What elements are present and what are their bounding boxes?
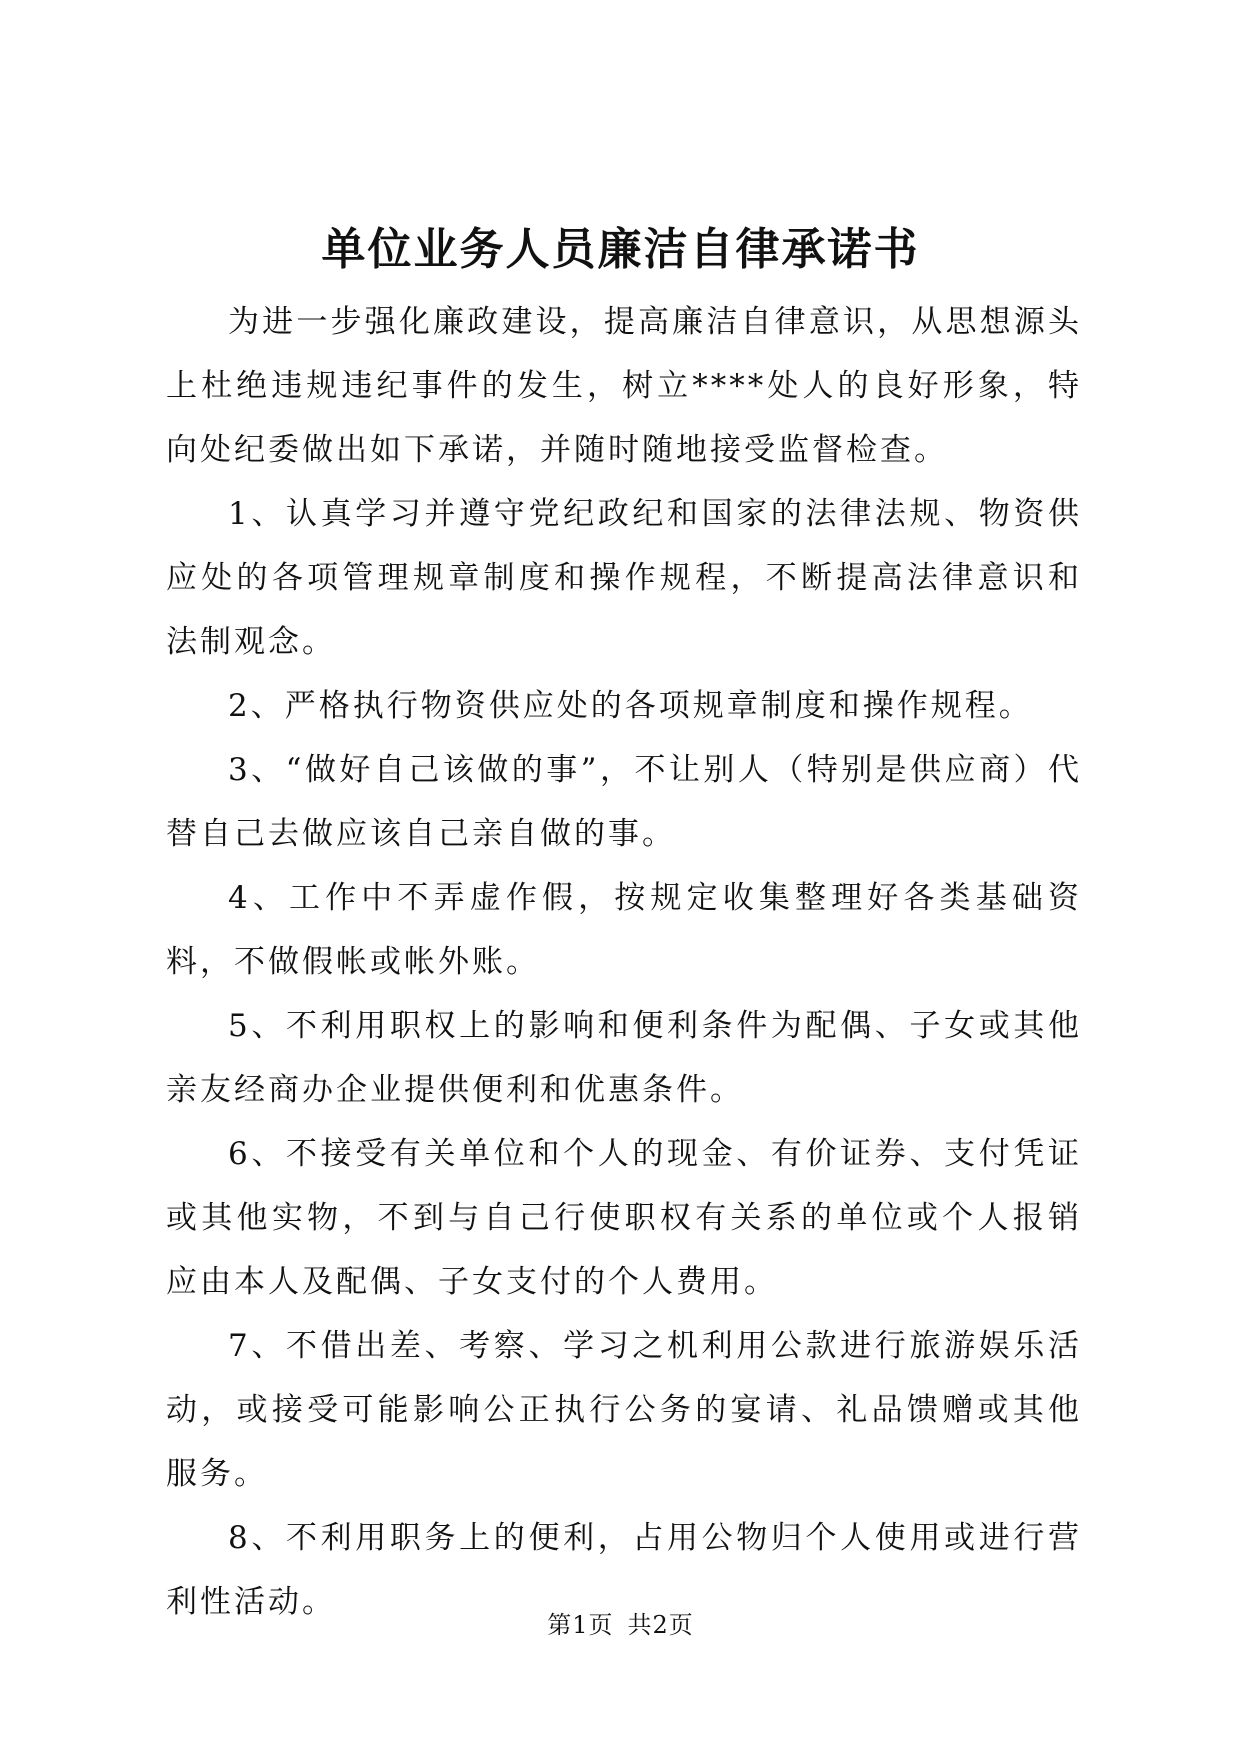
commitment-item-2: 2、严格执行物资供应处的各项规章制度和操作规程。 xyxy=(228,688,1033,724)
commitment-item-4: 4、工作中不弄虚作假，按规定收集整理好各类基础资料，不做假帐或帐外账。 xyxy=(166,880,1082,980)
intro-paragraph: 为进一步强化廉政建设，提高廉洁自律意识，从思想源头上杜绝违规违纪事件的发生，树立****处人的良好形象，特向处纪委做出如下承诺，并随时随地接受监督检查。 xyxy=(166,304,1082,468)
commitment-item-7: 7、不借出差、考察、学习之机利用公款进行旅游娱乐活动，或接受可能影响公正执行公务的宴请、礼品馈赠或其他服务。 xyxy=(166,1328,1082,1492)
commitment-item-1: 1、认真学习并遵守党纪政纪和国家的法律法规、物资供应处的各项管理规章制度和操作规程，不断提高法律意识和法制观念。 xyxy=(166,496,1082,660)
page-footer xyxy=(0,1610,1241,1640)
document-title: 单位业务人员廉洁自律承诺书 xyxy=(321,224,920,275)
commitment-item-5: 5、不利用职权上的影响和便利条件为配偶、子女或其他亲友经商办企业提供便利和优惠条件。 xyxy=(166,1008,1082,1108)
commitment-item-3: 3、“做好自己该做的事”，不让别人（特别是供应商）代替自己去做应该自己亲自做的事。 xyxy=(166,752,1082,852)
document-body xyxy=(166,290,1082,1634)
commitment-item-8: 8、不利用职务上的便利，占用公物归个人使用或进行营利性活动。 xyxy=(166,1520,1082,1620)
commitment-item-6: 6、不接受有关单位和个人的现金、有价证券、支付凭证或其他实物，不到与自己行使职权有关系的单位或个人报销应由本人及配偶、子女支付的个人费用。 xyxy=(166,1136,1082,1300)
page-count: 共2页 xyxy=(627,1611,694,1639)
page-number: 第1页 xyxy=(547,1611,614,1639)
